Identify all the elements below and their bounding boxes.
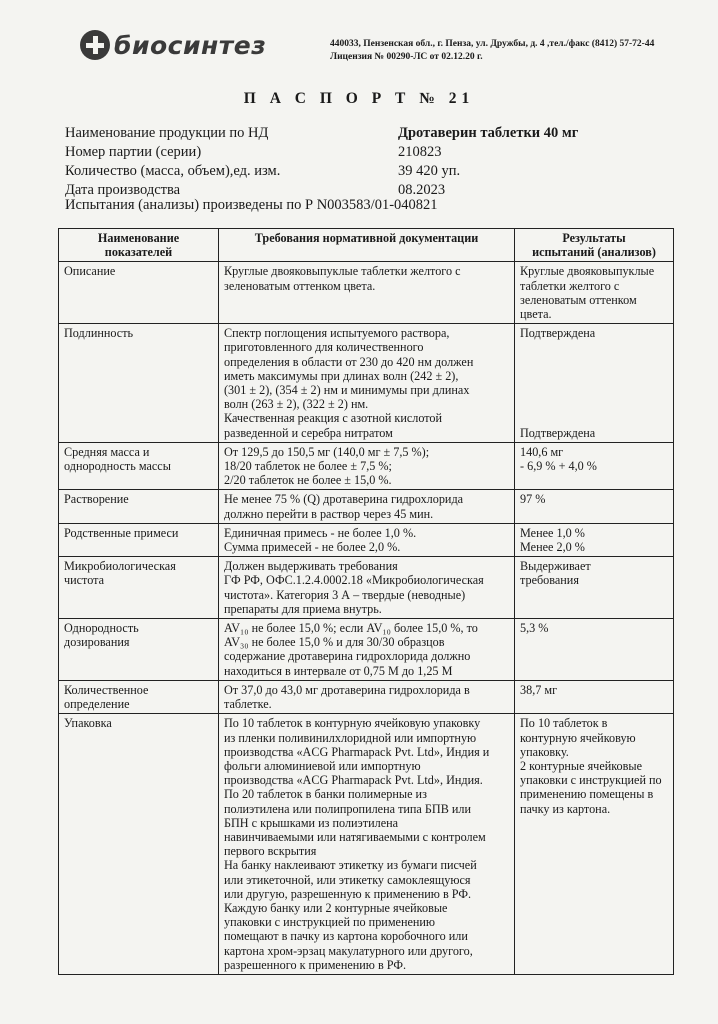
cell-indicator: Растворение	[59, 490, 219, 523]
specification-table	[58, 228, 674, 975]
table-row	[59, 442, 674, 490]
table-row	[59, 324, 674, 443]
cell-requirements: AV₁₀ не более 15,0 %; если AV₁₀ более 15,0 %, то AV₃₀ не более 15,0 % и для 30/30 образцов содержание дротаверина гидрохлорида должно находиться в интервале от 0,75 М до 1,25 М	[219, 619, 515, 681]
meta-label: Дата производства	[65, 182, 181, 198]
cell-results	[515, 324, 674, 443]
cell-indicator: Однородность дозирования	[59, 619, 219, 681]
cell-indicator: Родственные примеси	[59, 523, 219, 556]
cell-indicator: Микробиологическая чистота	[59, 557, 219, 619]
cell-indicator: Средняя масса и однородность массы	[59, 442, 219, 490]
table-header-row	[59, 229, 674, 262]
table-row	[59, 714, 674, 975]
meta-value: 08.2023	[398, 182, 446, 198]
cell-results: Менее 1,0 % Менее 2,0 %	[515, 523, 674, 556]
cell-results: 140,6 мг - 6,9 % + 4,0 %	[515, 442, 674, 490]
meta-label: Номер партии (серии)	[65, 144, 202, 160]
tests-reference: Испытания (анализы) произведены по Р N003583/01-040821	[65, 197, 438, 213]
cell-results: По 10 таблеток в контурную ячейковую упаковку. 2 контурные ячейковые упаковки с инструкцией по применению помещены в пачку из картона.	[515, 714, 674, 975]
table-row	[59, 523, 674, 556]
cross-icon	[80, 30, 110, 60]
cell-indicator: Описание	[59, 262, 219, 324]
company-address: 440033, Пензенская обл., г. Пенза, ул. Дружбы, д. 4 ,тел./факс (8412) 57-72-44	[330, 39, 655, 49]
cell-requirements: Не менее 75 % (Q) дротаверина гидрохлорида должно перейти в раствор через 45 мин.	[219, 490, 515, 523]
meta-label: Наименование продукции по НД	[65, 125, 269, 141]
cell-requirements: От 37,0 до 43,0 мг дротаверина гидрохлорида в таблетке.	[219, 680, 515, 713]
header-indicator: Наименование показателей	[59, 229, 219, 262]
cell-requirements: От 129,5 до 150,5 мг (140,0 мг ± 7,5 %); 18/20 таблеток не более ± 7,5 %; 2/20 таблеток не более ± 15,0 %.	[219, 442, 515, 490]
company-license: Лицензия № 00290-ЛС от 02.12.20 г.	[330, 52, 483, 62]
result-identity-reaction: Подтверждена	[520, 425, 596, 440]
cell-results: 5,3 %	[515, 619, 674, 681]
meta-label: Количество (масса, объем),ед. изм.	[65, 163, 281, 179]
cell-results: 38,7 мг	[515, 680, 674, 713]
table-row	[59, 557, 674, 619]
cell-indicator: Количественное определение	[59, 680, 219, 713]
cell-results: Выдерживает требования	[515, 557, 674, 619]
header-results: Результаты испытаний (анализов)	[515, 229, 674, 262]
result-identity-spectrum: Подтверждена	[520, 326, 596, 341]
table-row	[59, 619, 674, 681]
table-row	[59, 490, 674, 523]
company-info	[330, 38, 654, 64]
cell-requirements: По 10 таблеток в контурную ячейковую упаковку из пленки поливинилхлоридной или импортную производства «ACG Pharmapack Pvt. Ltd», Индия и фольги алюминиевой или импортную производства «ACG Pharmapack Pvt. Ltd», Индия. По 20 таблеток в банки полимерные из полиэтилена или полипропилена типа БПВ или БПН с крышками из полиэтилена навинчиваемыми или натягиваемыми с контролем первого вскрытия На банку наклеивают этикетку из бумаги писчей или этикеточной, или этикетку самоклеящуюся или другую, разрешенную к применению в РФ. Каждую банку или 2 контурные ячейковые упаковки с инструкцией по применению помещают в пачку из картона коробочного или картона хром-эрзац макулатурного или другого, разрешенного к применению в РФ.	[219, 714, 515, 975]
cell-indicator: Упаковка	[59, 714, 219, 975]
header-requirements: Требования нормативной документации	[219, 229, 515, 262]
meta-value: Дротаверин таблетки 40 мг	[398, 125, 579, 141]
meta-value: 39 420 уп.	[398, 163, 461, 179]
table-row	[59, 680, 674, 713]
cell-indicator: Подлинность	[59, 324, 219, 443]
table-row	[59, 262, 674, 324]
logo-text: биосинтез	[114, 30, 267, 60]
cell-requirements: Должен выдерживать требования ГФ РФ, ОФС.1.2.4.0002.18 «Микробиологическая чистота». Категория 3 А – твердые (неводные) препараты для приема внутрь.	[219, 557, 515, 619]
cell-results: Круглые двояковыпуклые таблетки желтого с зеленоватым оттенком цвета.	[515, 262, 674, 324]
cell-requirements: Круглые двояковыпуклые таблетки желтого с зеленоватым оттенком цвета.	[219, 262, 515, 324]
cell-requirements: Единичная примесь - не более 1,0 %. Сумма примесей - не более 2,0 %.	[219, 523, 515, 556]
company-logo	[80, 30, 266, 60]
document-title: П А С П О Р Т № 21	[243, 90, 475, 107]
meta-value: 210823	[398, 144, 442, 160]
cell-requirements: Спектр поглощения испытуемого раствора, приготовленного для количественного определения в области от 230 до 420 нм должен иметь максимумы при длинах волн (242 ± 2), (301 ± 2), (354 ± 2) нм и минимумы при длинах волн (263 ± 2), (322 ± 2) нм. Качественная реакция с азотной кислотой разведенной и серебра нитратом	[219, 324, 515, 443]
cell-results: 97 %	[515, 490, 674, 523]
